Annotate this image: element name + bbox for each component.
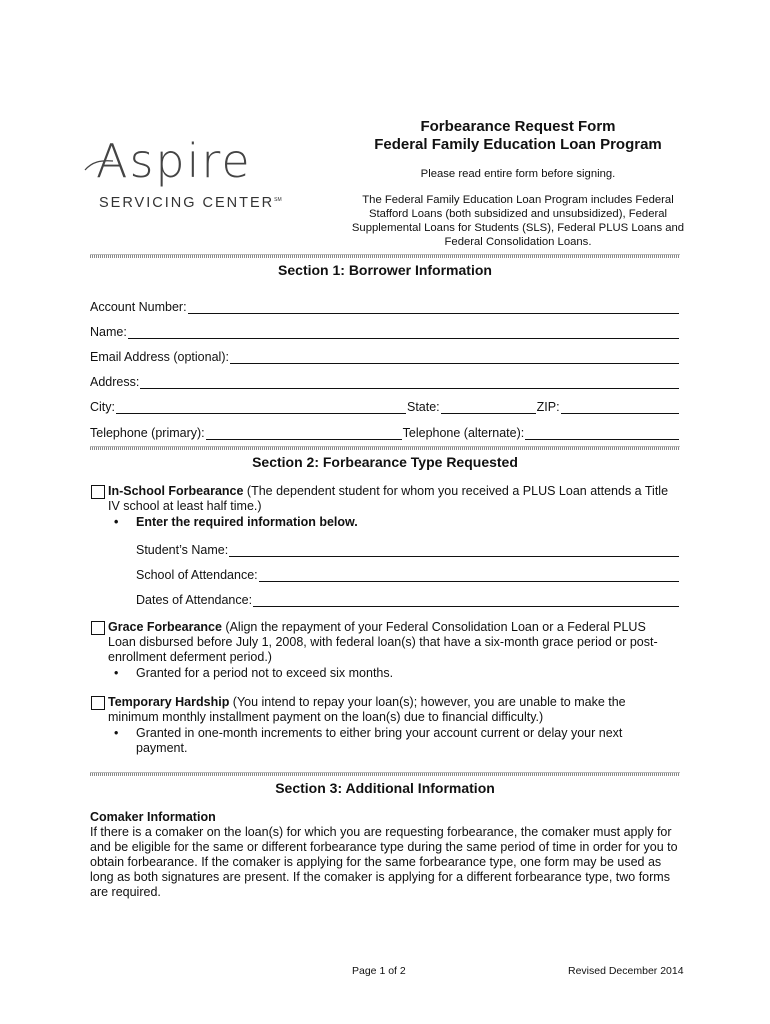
hardship-checkbox[interactable] bbox=[91, 696, 105, 710]
email-row bbox=[90, 346, 680, 364]
name-label: Name: bbox=[90, 325, 127, 339]
school-row bbox=[136, 564, 680, 582]
telephone-row bbox=[90, 422, 680, 440]
state-field[interactable] bbox=[441, 401, 536, 414]
inschool-bullet: • Enter the required information below. bbox=[114, 515, 358, 529]
hardship-heading: Temporary Hardship bbox=[108, 695, 230, 709]
grace-checkbox[interactable] bbox=[91, 621, 105, 635]
dates-row bbox=[136, 589, 680, 607]
name-row bbox=[90, 321, 680, 339]
city-field[interactable] bbox=[116, 401, 406, 414]
city-row bbox=[90, 396, 680, 414]
inschool-heading: In-School Forbearance bbox=[108, 484, 244, 498]
phone-alternate-label: Telephone (alternate): bbox=[402, 426, 525, 440]
school-field[interactable] bbox=[259, 569, 679, 582]
section3-title: Section 3: Additional Information bbox=[275, 780, 495, 796]
grace-heading: Grace Forbearance bbox=[108, 620, 222, 634]
email-label: Email Address (optional): bbox=[90, 350, 229, 364]
account-number-row bbox=[90, 296, 680, 314]
zip-label: ZIP: bbox=[536, 400, 560, 414]
form-title: Forbearance Request Form bbox=[420, 118, 616, 135]
inschool-description: In-School Forbearance (The dependent student for whom you received a PLUS Loan attends a Title IV school at least half time.) bbox=[108, 484, 669, 513]
student-name-row bbox=[136, 539, 680, 557]
dates-field[interactable] bbox=[253, 594, 679, 607]
logo-wordmark: Aspire bbox=[96, 134, 252, 188]
zip-field[interactable] bbox=[561, 401, 679, 414]
state-label: State: bbox=[407, 400, 440, 414]
dates-label: Dates of Attendance: bbox=[136, 593, 253, 607]
student-name-field[interactable] bbox=[229, 544, 679, 557]
address-field[interactable] bbox=[140, 376, 679, 389]
section1-title: Section 1: Borrower Information bbox=[278, 262, 492, 278]
phone-alternate-field[interactable] bbox=[525, 427, 679, 440]
revision-date: Revised December 2014 bbox=[568, 965, 684, 977]
city-label: City: bbox=[90, 400, 115, 414]
grace-bullet: • Granted for a period not to exceed six months. bbox=[114, 666, 394, 680]
divider bbox=[90, 254, 680, 258]
program-intro: The Federal Family Education Loan Program includes Federal Stafford Loans (both subsidized and unsubsidized), Federal Supplemental Loans for Students (SLS), Federal PLUS Loans and Federal Consolidation Loans. bbox=[351, 194, 685, 248]
student-name-label: Student’s Name: bbox=[136, 543, 229, 557]
service-mark: SM bbox=[274, 197, 282, 204]
account-number-field[interactable] bbox=[188, 301, 679, 314]
account-number-label: Account Number: bbox=[90, 300, 187, 314]
logo-subtitle: SERVICING CENTER℠ bbox=[99, 195, 282, 211]
comaker-heading: Comaker Information bbox=[90, 810, 216, 824]
divider bbox=[90, 772, 680, 776]
read-instruction: Please read entire form before signing. bbox=[420, 168, 616, 180]
page-number: Page 1 of 2 bbox=[352, 965, 406, 977]
school-label: School of Attendance: bbox=[136, 568, 258, 582]
name-field[interactable] bbox=[128, 326, 679, 339]
address-row bbox=[90, 371, 680, 389]
inschool-checkbox[interactable] bbox=[91, 485, 105, 499]
divider bbox=[90, 446, 680, 450]
grace-description: Grace Forbearance (Align the repayment of your Federal Consolidation Loan or a Federal PLUS Loan disbursed before July 1, 2008, with federal loan(s) that have a six-month grace period or post-enrollment deferment period.) bbox=[108, 620, 658, 664]
address-label: Address: bbox=[90, 375, 140, 389]
hardship-description: Temporary Hardship (You intend to repay your loan(s); however, you are unable to make the minimum monthly installment payment on the loan(s) due to financial difficulty.) bbox=[108, 695, 626, 724]
form-subtitle: Federal Family Education Loan Program bbox=[374, 136, 662, 153]
phone-primary-field[interactable] bbox=[206, 427, 402, 440]
phone-primary-label: Telephone (primary): bbox=[90, 426, 205, 440]
section2-title: Section 2: Forbearance Type Requested bbox=[252, 454, 518, 470]
email-field[interactable] bbox=[230, 351, 679, 364]
comaker-text: If there is a comaker on the loan(s) for which you are requesting forbearance, the comaker must apply for and be eligible for the same or different forbearance type during the same period of time in order for you to obtain forbearance. If the comaker is applying for the same forbearance type, one form may be used as long as both signatures are present. If the comaker is applying for a different forbearance type, two forms are required. bbox=[90, 825, 678, 899]
hardship-bullet: • Granted in one-month increments to either bring your account current or delay your next payment. bbox=[114, 726, 623, 755]
